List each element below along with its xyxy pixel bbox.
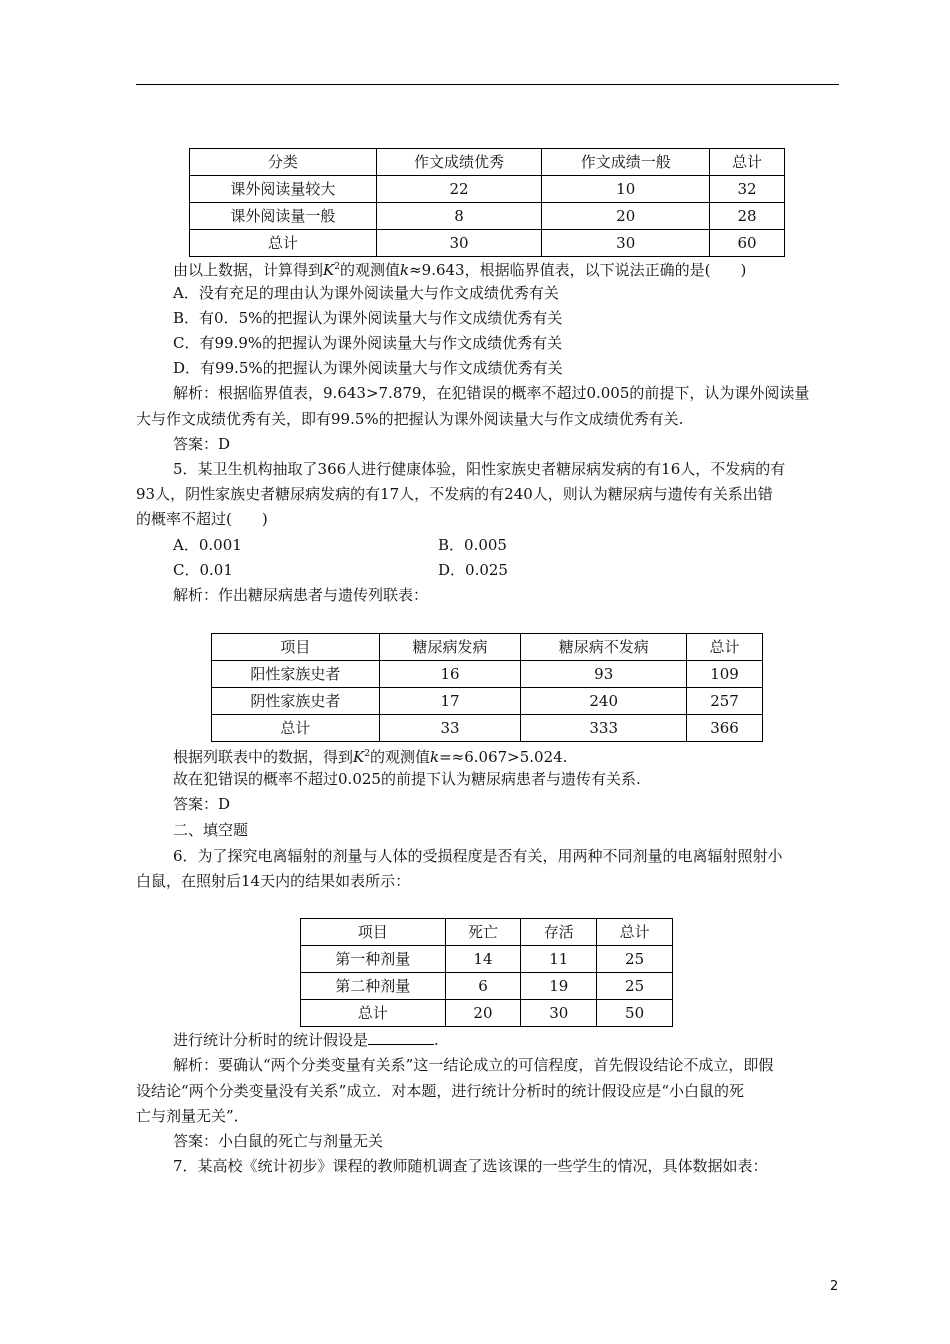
table-cell: 20 — [445, 1000, 521, 1027]
q5-stem-2: 93人，阴性家族史者糖尿病发病的有17人，不发病的有240人，则认为糖尿病与遗传有关系出错 — [136, 485, 773, 503]
table-row — [212, 661, 763, 688]
table-cell: 第一种剂量 — [301, 946, 446, 973]
table-cell: 60 — [710, 230, 785, 257]
table-header-row — [301, 919, 673, 946]
q4-option-c: C．有99.9%的把握认为课外阅读量大与作文成绩优秀有关 — [173, 334, 563, 352]
reading-writing-table — [189, 148, 785, 257]
q6-stem-1: 6．为了探究电离辐射的剂量与人体的受损程度是否有关，用两种不同剂量的电离辐射照射小 — [173, 847, 783, 865]
table-cell: 总计 — [212, 715, 380, 742]
table-row — [301, 1000, 673, 1027]
q5-stem-1: 5．某卫生机构抽取了366人进行健康体验，阳性家族史者糖尿病发病的有16人，不发病的有 — [173, 460, 786, 478]
table-cell: 14 — [445, 946, 521, 973]
table-cell: 30 — [542, 230, 710, 257]
q4-stem: 由以上数据，计算得到$K^2$的观测值k≈9.643，根据临界值表，以下说法正确的是( ) — [173, 261, 747, 279]
q5-conclusion: 故在犯错误的概率不超过0.025的前提下认为糖尿病患者与遗传有关系. — [173, 770, 641, 788]
table-header-cell: 存活 — [521, 919, 597, 946]
header-rule — [136, 84, 839, 85]
table-cell: 17 — [379, 688, 521, 715]
table-header-cell: 总计 — [687, 634, 763, 661]
table-cell: 30 — [521, 1000, 597, 1027]
q5-stem-3: 的概率不超过( ) — [136, 510, 268, 528]
table-row — [212, 715, 763, 742]
table-header-cell: 糖尿病不发病 — [521, 634, 687, 661]
table-cell: 阳性家族史者 — [212, 661, 380, 688]
table-cell: 333 — [521, 715, 687, 742]
table-row — [301, 973, 673, 1000]
table-cell: 32 — [710, 176, 785, 203]
table-cell: 22 — [376, 176, 542, 203]
q5-option-a: A．0.001 — [173, 536, 242, 554]
table-cell: 28 — [710, 203, 785, 230]
q4-analysis-1: 解析：根据临界值表，9.643>7.879，在犯错误的概率不超过0.005的前提下，认为课外阅读量 — [173, 384, 810, 402]
table-row — [301, 946, 673, 973]
table-cell: 33 — [379, 715, 521, 742]
table-header-row — [212, 634, 763, 661]
q6-analysis-1: 解析：要确认“两个分类变量有关系”这一结论成立的可信程度，首先假设结论不成立，即假 — [173, 1056, 774, 1074]
page-number: 2 — [830, 1279, 839, 1294]
table-header-cell: 死亡 — [445, 919, 521, 946]
table-cell: 总计 — [301, 1000, 446, 1027]
q5-option-b: B．0.005 — [438, 536, 507, 554]
q5-option-c: C．0.01 — [173, 561, 233, 579]
table-cell: 6 — [445, 973, 521, 1000]
table-header-row — [190, 149, 785, 176]
table-header-cell: 总计 — [710, 149, 785, 176]
table-row — [190, 230, 785, 257]
radiation-table — [300, 918, 673, 1027]
q4-answer: 答案：D — [173, 435, 231, 453]
table-cell: 阴性家族史者 — [212, 688, 380, 715]
table-header-cell: 糖尿病发病 — [379, 634, 521, 661]
q5-analysis-2: 根据列联表中的数据，得到$K^2$的观测值k=≈6.067>5.024. — [173, 748, 568, 766]
table-cell: 30 — [376, 230, 542, 257]
table-cell: 50 — [597, 1000, 673, 1027]
table-header-cell: 项目 — [212, 634, 380, 661]
diabetes-table — [211, 633, 763, 742]
table-header-cell: 作文成绩一般 — [542, 149, 710, 176]
table-header-cell: 项目 — [301, 919, 446, 946]
table-cell: 10 — [542, 176, 710, 203]
q5-answer: 答案：D — [173, 795, 231, 813]
q7-stem: 7．某高校《统计初步》课程的教师随机调查了选该课的一些学生的情况，具体数据如表： — [173, 1157, 768, 1175]
answer-blank[interactable] — [368, 1030, 434, 1045]
table-row — [212, 688, 763, 715]
table-cell: 109 — [687, 661, 763, 688]
q5-option-d: D．0.025 — [438, 561, 508, 579]
table-cell: 25 — [597, 946, 673, 973]
q6-fill-in: 进行统计分析时的统计假设是 . — [173, 1031, 439, 1049]
q6-stem-2: 白鼠，在照射后14天内的结果如表所示： — [136, 872, 411, 890]
table-cell: 257 — [687, 688, 763, 715]
table-header-cell: 总计 — [597, 919, 673, 946]
q4-option-d: D．有99.5%的把握认为课外阅读量大与作文成绩优秀有关 — [173, 359, 563, 377]
table-cell: 11 — [521, 946, 597, 973]
section-title: 二、填空题 — [173, 821, 249, 839]
table-cell: 8 — [376, 203, 542, 230]
table-cell: 19 — [521, 973, 597, 1000]
table-cell: 366 — [687, 715, 763, 742]
q6-analysis-2: 设结论“两个分类变量没有关系”成立．对本题，进行统计分析时的统计假设应是“小白鼠的死 — [136, 1082, 745, 1100]
table-cell: 93 — [521, 661, 687, 688]
q6-analysis-3: 亡与剂量无关”． — [136, 1107, 249, 1125]
table-cell: 课外阅读量一般 — [190, 203, 377, 230]
table-row — [190, 203, 785, 230]
table-cell: 20 — [542, 203, 710, 230]
q4-option-a: A．没有充足的理由认为课外阅读量大与作文成绩优秀有关 — [173, 284, 559, 302]
q4-analysis-2: 大与作文成绩优秀有关，即有99.5%的把握认为课外阅读量大与作文成绩优秀有关. — [136, 410, 684, 428]
q5-analysis-1: 解析：作出糖尿病患者与遗传列联表： — [173, 586, 429, 604]
table-cell: 16 — [379, 661, 521, 688]
table-header-cell: 作文成绩优秀 — [376, 149, 542, 176]
table-cell: 第二种剂量 — [301, 973, 446, 1000]
table-cell: 240 — [521, 688, 687, 715]
table-cell: 总计 — [190, 230, 377, 257]
table-row — [190, 176, 785, 203]
table-cell: 25 — [597, 973, 673, 1000]
table-header-cell: 分类 — [190, 149, 377, 176]
table-cell: 课外阅读量较大 — [190, 176, 377, 203]
q4-option-b: B．有0．5%的把握认为课外阅读量大与作文成绩优秀有关 — [173, 309, 563, 327]
q6-answer: 答案：小白鼠的死亡与剂量无关 — [173, 1132, 384, 1150]
